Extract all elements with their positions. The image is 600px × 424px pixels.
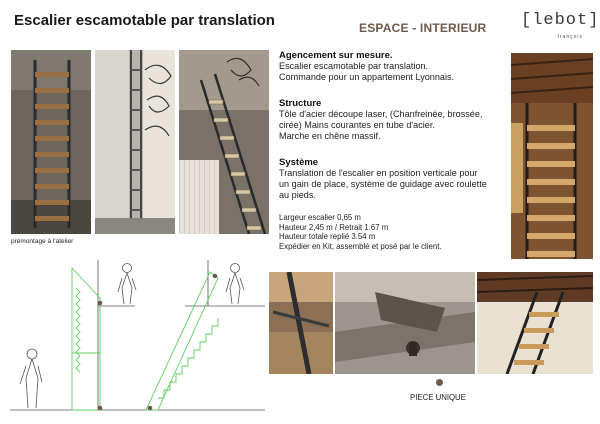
photo-detail-rail-art [269,272,333,374]
photo-deployed-room [179,50,269,234]
photo-caption: prémontage à l'atelier [11,238,74,245]
piece-dot-icon [436,379,443,386]
section-label: ESPACE - INTERIEUR [359,21,487,35]
description-agencement-title: Agencement sur mesure. [279,50,393,61]
photo-detail-rail [269,272,333,374]
technical-drawing [10,258,265,418]
page-title: Escalier escamotable par translation [14,12,275,29]
photo-detail-loft [477,272,593,374]
description-structure-line: Marche en chêne massif. [279,131,381,141]
description-structure-line: cirée) Mains courantes en tube d'acier. [279,120,435,130]
photo-detail-loft-art [477,272,593,374]
description-systeme-title: Système [279,157,319,168]
photo-workshop-vertical [11,50,91,234]
brand-logo [521,11,600,41]
description-structure-line: Tôle d'acier découpe laser, (Chanfreinée, brossée, [279,109,483,119]
piece-unique-label: PIECE UNIQUE [410,393,466,402]
description-systeme-line: au pieds. [279,190,316,200]
description-structure [279,98,504,142]
logo-word: [lebot] [521,11,600,30]
spec-list [279,213,442,251]
logo-sub: françois [557,34,583,40]
photo-installed-ironwork-art [95,50,175,234]
photo-detail-wheel [335,272,475,374]
photo-loft-stair-art [511,53,593,259]
spec-item: Largeur escalier 0,65 m [279,213,361,222]
photo-installed-ironwork [95,50,175,234]
photo-loft-stair [511,53,593,259]
photo-deployed-room-art [179,50,269,234]
technical-drawing-art [10,258,265,418]
spec-item: Hauteur 2,45 m / Retrait 1.67 m [279,222,389,232]
description-systeme-line: Translation de l'escalier en position verticale pour [279,168,478,178]
photo-detail-wheel-art [335,272,475,374]
description-systeme-line: un gain de place, système de guidage avec roulette [279,179,487,189]
photo-workshop-vertical-art [11,50,91,234]
spec-item: Hauteur totale replié 3.54 m [279,232,376,242]
description-agencement-line: Commande pour un appartement Lyonnais. [279,72,455,82]
description-systeme [279,157,504,201]
description-agencement [279,50,504,83]
spec-item: Expédier en Kit, assemblé et posé par le client. [279,241,442,251]
description-structure-title: Structure [279,98,322,109]
description-agencement-line: Escalier escamotable par translation. [279,61,429,71]
